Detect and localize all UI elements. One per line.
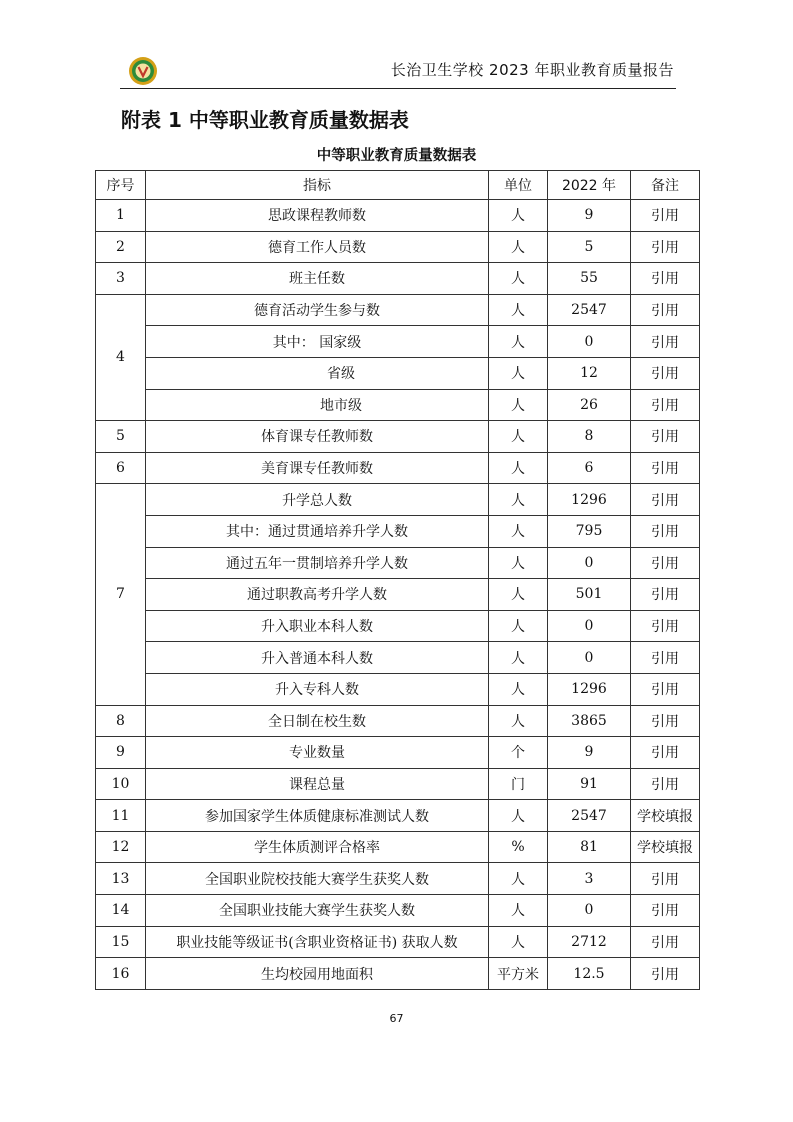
value-cell: 91: [548, 768, 631, 800]
indicator-text: 全国职业院校技能大赛学生获奖人数: [205, 871, 429, 888]
value-cell: 3865: [548, 705, 631, 737]
table-row: [96, 737, 700, 769]
indicator-cell: [146, 421, 489, 453]
row-number: 5: [96, 421, 146, 453]
value-cell: 0: [548, 895, 631, 927]
note-cell: 引用: [631, 515, 700, 547]
value-cell: 55: [548, 263, 631, 295]
unit-cell: 人: [489, 263, 548, 295]
indicator-text: 德育活动学生参与数: [254, 303, 380, 320]
value-cell: 81: [548, 831, 631, 863]
table-row: [96, 515, 700, 547]
table-row: [96, 768, 700, 800]
indicator-text: 全国职业技能大赛学生获奖人数: [219, 903, 415, 920]
column-header: 序号: [96, 171, 146, 200]
value-cell: 2712: [548, 926, 631, 958]
note-cell: 引用: [631, 231, 700, 263]
value-cell: 5: [548, 231, 631, 263]
note-cell: 引用: [631, 926, 700, 958]
indicator-text: 其中： 国家级: [272, 334, 362, 351]
unit-cell: %: [489, 831, 548, 863]
table-row: [96, 200, 700, 232]
value-cell: 0: [548, 547, 631, 579]
table-row: [96, 705, 700, 737]
unit-cell: 人: [489, 863, 548, 895]
unit-cell: 人: [489, 294, 548, 326]
unit-cell: 人: [489, 800, 548, 832]
value-cell: 12.5: [548, 958, 631, 990]
unit-cell: 人: [489, 705, 548, 737]
value-cell: 6: [548, 452, 631, 484]
indicator-cell: [146, 895, 489, 927]
table-caption: 中等职业教育质量数据表: [316, 148, 477, 164]
indicator-cell: [146, 705, 489, 737]
indicator-text: 通过职教高考升学人数: [247, 587, 387, 604]
row-number: 10: [96, 768, 146, 800]
unit-cell: 人: [489, 673, 548, 705]
note-cell: 引用: [631, 357, 700, 389]
indicator-cell: [146, 357, 489, 389]
row-number: 9: [96, 737, 146, 769]
table-row: [96, 452, 700, 484]
unit-cell: 人: [489, 421, 548, 453]
indicator-cell: [146, 294, 489, 326]
value-cell: 26: [548, 389, 631, 421]
indicator-text: 课程总量: [289, 776, 345, 793]
table-row: [96, 958, 700, 990]
table-header-row: [96, 171, 700, 200]
table-row: [96, 673, 700, 705]
indicator-text: 升入专科人数: [275, 682, 359, 699]
table-row: [96, 294, 700, 326]
page-header: [120, 52, 676, 89]
unit-cell: 人: [489, 389, 548, 421]
note-cell: 引用: [631, 705, 700, 737]
indicator-text: 体育课专任教师数: [261, 429, 373, 446]
unit-cell: 个: [489, 737, 548, 769]
row-number: 6: [96, 452, 146, 484]
indicator-cell: [146, 863, 489, 895]
value-cell: 12: [548, 357, 631, 389]
table-row: [96, 895, 700, 927]
unit-cell: 门: [489, 768, 548, 800]
indicator-cell: [146, 263, 489, 295]
unit-cell: 人: [489, 326, 548, 358]
unit-cell: 人: [489, 357, 548, 389]
note-cell: 引用: [631, 863, 700, 895]
note-cell: 引用: [631, 579, 700, 611]
row-number: 16: [96, 958, 146, 990]
unit-cell: 人: [489, 610, 548, 642]
table-row: [96, 389, 700, 421]
value-cell: 9: [548, 200, 631, 232]
indicator-cell: [146, 768, 489, 800]
note-cell: 引用: [631, 200, 700, 232]
indicator-text: 专业数量: [289, 745, 345, 762]
indicator-cell: [146, 515, 489, 547]
table-row: [96, 579, 700, 611]
indicator-cell: [146, 926, 489, 958]
value-cell: 795: [548, 515, 631, 547]
indicator-text: 德育工作人员数: [268, 239, 366, 256]
unit-cell: 人: [489, 231, 548, 263]
indicator-cell: [146, 958, 489, 990]
column-header: 2022 年: [548, 171, 631, 200]
note-cell: 引用: [631, 484, 700, 516]
row-number: 1: [96, 200, 146, 232]
unit-cell: 人: [489, 452, 548, 484]
indicator-cell: [146, 737, 489, 769]
note-cell: 引用: [631, 421, 700, 453]
quality-data-table: [95, 170, 700, 990]
table-row: [96, 642, 700, 674]
table-row: [96, 863, 700, 895]
row-number: 2: [96, 231, 146, 263]
table-row: [96, 421, 700, 453]
indicator-text: 职业技能等级证书(含职业资格证书) 获取人数: [176, 934, 458, 951]
table-row: [96, 231, 700, 263]
indicator-text: 地市级: [320, 397, 362, 414]
unit-cell: 人: [489, 926, 548, 958]
indicator-cell: [146, 484, 489, 516]
table-row: [96, 831, 700, 863]
table-row: [96, 800, 700, 832]
column-header: 备注: [631, 171, 700, 200]
row-number: 11: [96, 800, 146, 832]
table-row: [96, 357, 700, 389]
note-cell: 引用: [631, 452, 700, 484]
indicator-cell: [146, 200, 489, 232]
table-row: [96, 326, 700, 358]
header-title: 长治卫生学校 2023 年职业教育质量报告: [390, 61, 674, 79]
note-cell: 引用: [631, 547, 700, 579]
indicator-cell: [146, 231, 489, 263]
unit-cell: 人: [489, 484, 548, 516]
table-row: [96, 263, 700, 295]
note-cell: 引用: [631, 895, 700, 927]
indicator-cell: [146, 326, 489, 358]
indicator-text: 学生体质测评合格率: [254, 840, 380, 857]
note-cell: 引用: [631, 642, 700, 674]
note-cell: 引用: [631, 326, 700, 358]
note-cell: 引用: [631, 610, 700, 642]
indicator-text: 升入职业本科人数: [261, 619, 373, 636]
note-cell: 引用: [631, 958, 700, 990]
unit-cell: 平方米: [489, 958, 548, 990]
unit-cell: 人: [489, 515, 548, 547]
indicator-cell: [146, 579, 489, 611]
note-cell: 引用: [631, 263, 700, 295]
row-number: 14: [96, 895, 146, 927]
indicator-text: 思政课程教师数: [268, 208, 366, 225]
indicator-text: 参加国家学生体质健康标准测试人数: [205, 808, 429, 825]
row-number: 13: [96, 863, 146, 895]
value-cell: 9: [548, 737, 631, 769]
indicator-cell: [146, 610, 489, 642]
value-cell: 0: [548, 610, 631, 642]
row-number: 7: [96, 484, 146, 705]
indicator-text: 通过五年一贯制培养升学人数: [226, 555, 408, 572]
indicator-text: 升入普通本科人数: [261, 650, 373, 667]
indicator-cell: [146, 673, 489, 705]
table-row: [96, 610, 700, 642]
table-row: [96, 484, 700, 516]
indicator-cell: [146, 642, 489, 674]
note-cell: 引用: [631, 389, 700, 421]
unit-cell: 人: [489, 579, 548, 611]
unit-cell: 人: [489, 642, 548, 674]
table-row: [96, 926, 700, 958]
indicator-cell: [146, 831, 489, 863]
row-number: 8: [96, 705, 146, 737]
note-cell: 学校填报: [631, 831, 700, 863]
indicator-text: 省级: [327, 366, 355, 383]
note-cell: 学校填报: [631, 800, 700, 832]
row-number: 3: [96, 263, 146, 295]
value-cell: 1296: [548, 673, 631, 705]
indicator-cell: [146, 800, 489, 832]
page-heading: 附表 1 中等职业教育质量数据表: [121, 108, 409, 132]
indicator-text: 全日制在校生数: [268, 713, 366, 730]
row-number: 12: [96, 831, 146, 863]
note-cell: 引用: [631, 294, 700, 326]
unit-cell: 人: [489, 895, 548, 927]
value-cell: 0: [548, 326, 631, 358]
value-cell: 8: [548, 421, 631, 453]
row-number: 4: [96, 294, 146, 420]
note-cell: 引用: [631, 737, 700, 769]
value-cell: 0: [548, 642, 631, 674]
note-cell: 引用: [631, 768, 700, 800]
value-cell: 2547: [548, 294, 631, 326]
column-header: 指标: [146, 171, 489, 200]
indicator-text: 升学总人数: [282, 492, 352, 509]
page-number: 67: [389, 1012, 404, 1025]
table-row: [96, 547, 700, 579]
table-body: [96, 200, 700, 990]
value-cell: 501: [548, 579, 631, 611]
indicator-cell: [146, 452, 489, 484]
indicator-text: 美育课专任教师数: [261, 461, 373, 478]
value-cell: 1296: [548, 484, 631, 516]
unit-cell: 人: [489, 200, 548, 232]
value-cell: 3: [548, 863, 631, 895]
value-cell: 2547: [548, 800, 631, 832]
unit-cell: 人: [489, 547, 548, 579]
indicator-text: 其中：通过贯通培养升学人数: [226, 524, 408, 541]
school-emblem-icon: [128, 56, 158, 86]
note-cell: 引用: [631, 673, 700, 705]
indicator-cell: [146, 547, 489, 579]
indicator-text: 班主任数: [289, 271, 345, 288]
column-header: 单位: [489, 171, 548, 200]
indicator-cell: [146, 389, 489, 421]
row-number: 15: [96, 926, 146, 958]
indicator-text: 生均校园用地面积: [261, 966, 373, 983]
